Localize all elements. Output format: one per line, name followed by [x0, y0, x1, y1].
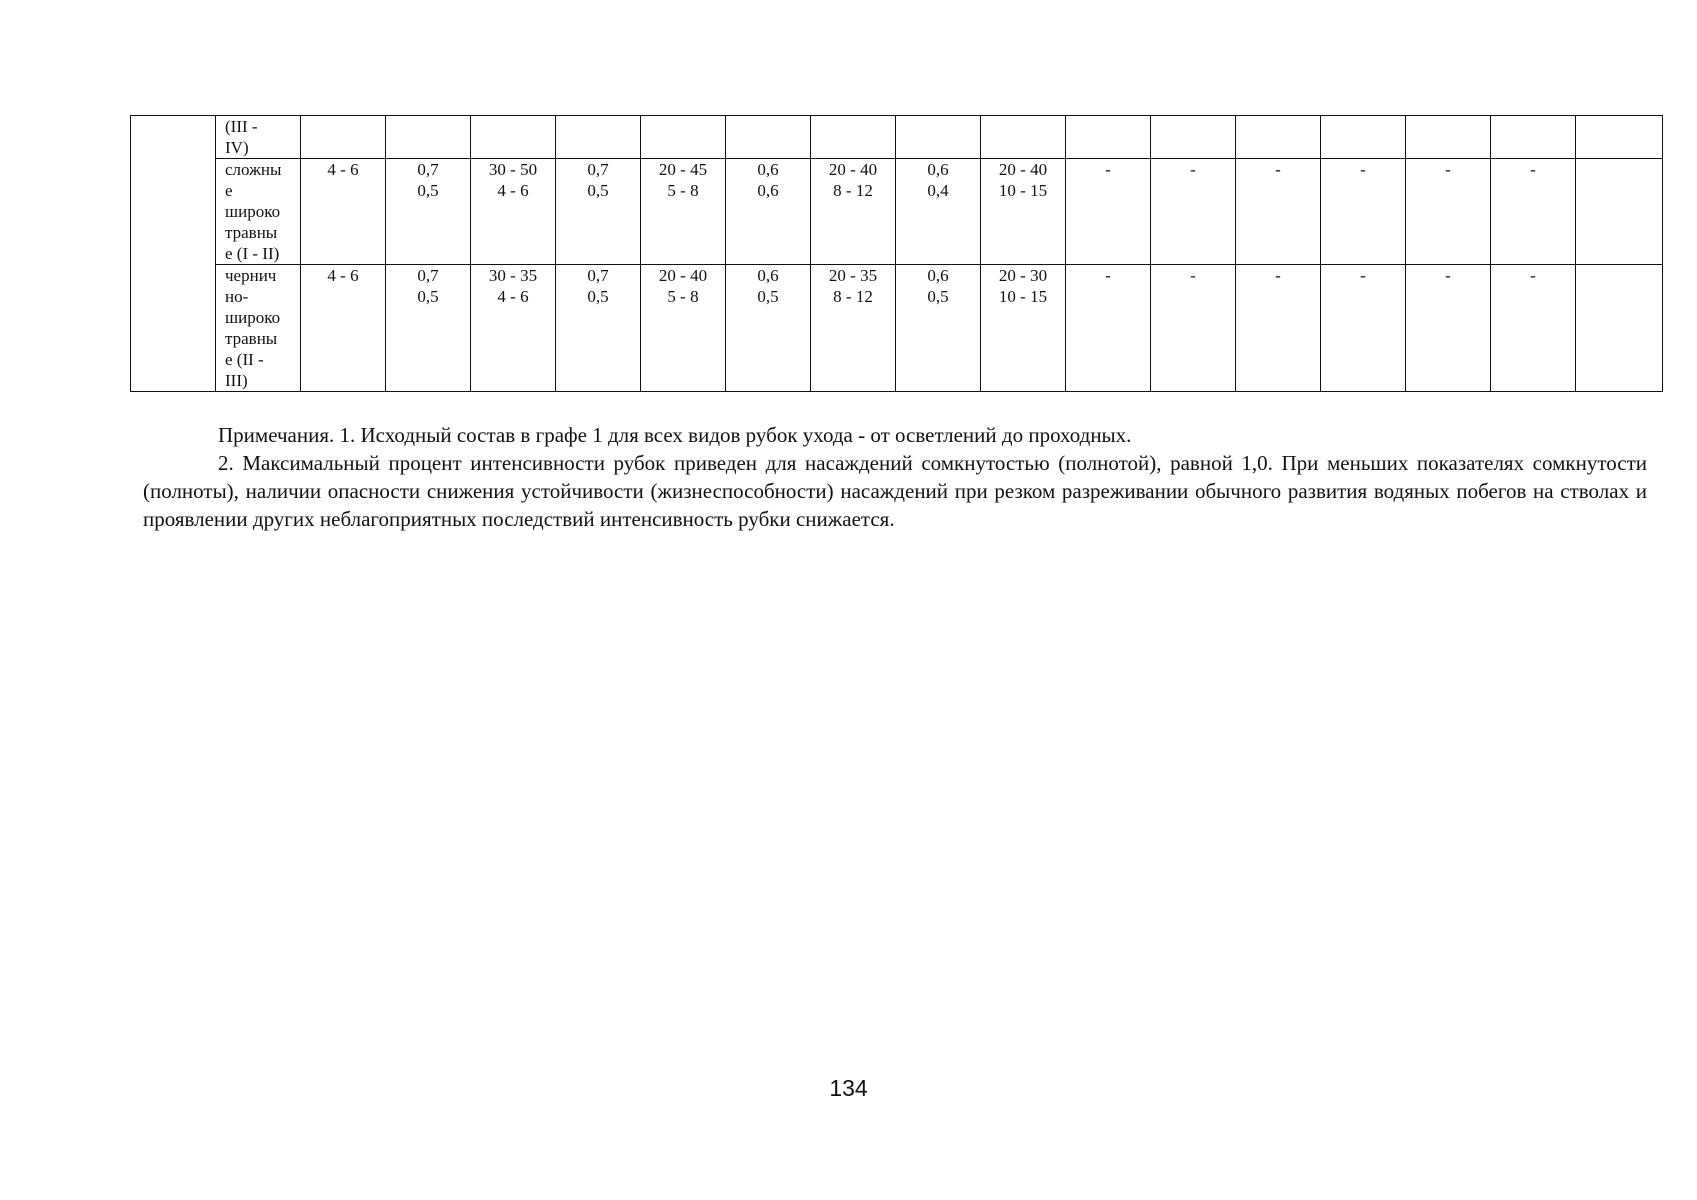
- value-cell: [301, 265, 386, 392]
- value-cell: [1491, 159, 1576, 265]
- cell-text: 0,6: [757, 266, 779, 285]
- cell-text: -: [1275, 266, 1281, 285]
- value-cell: [896, 116, 981, 159]
- cell-text: 0,7: [587, 160, 609, 179]
- cell-text: сложны: [225, 160, 282, 179]
- cell-text: 4 - 6: [327, 160, 359, 179]
- cell-text: 0,5: [417, 287, 439, 306]
- cell-text: 0,5: [927, 287, 949, 306]
- cell-text: -: [1190, 266, 1196, 285]
- cell-text: травны: [225, 329, 278, 348]
- cell-text: 5 - 8: [667, 181, 699, 200]
- forest-thinning-table: [130, 115, 1663, 392]
- cell-text: 20 - 40: [658, 266, 708, 285]
- value-cell: [471, 116, 556, 159]
- forest-type-cell: [216, 116, 301, 159]
- value-cell: [1406, 116, 1491, 159]
- value-cell: [896, 159, 981, 265]
- value-cell: [1576, 265, 1663, 392]
- forest-type-cell: [216, 159, 301, 265]
- value-cell: [1491, 265, 1576, 392]
- value-cell: [641, 159, 726, 265]
- cell-text: 0,6: [927, 160, 949, 179]
- value-cell: [896, 265, 981, 392]
- cell-text: -: [1105, 160, 1111, 179]
- cell-text: 0,7: [417, 266, 439, 285]
- note-2: 2. Максимальный процент интенсивности рубок приведен для насаждений сомкнутостью (полнотой), равной 1,0. При меньших показателях сомкнутости (полноты), наличии опасности снижения устойчивости (жизнеспособности) насаждений при резком разреживании обычного развития водяных побегов на стволах и проявлении других неблагоприятных последствий интенсивность рубки снижается.: [143, 451, 1647, 531]
- value-cell: [641, 116, 726, 159]
- cell-text: -: [1445, 266, 1451, 285]
- cell-text: -: [1445, 160, 1451, 179]
- cell-text: 4 - 6: [497, 181, 529, 200]
- value-cell: [1066, 265, 1151, 392]
- value-cell: [301, 159, 386, 265]
- value-cell: [1406, 159, 1491, 265]
- value-cell: [1066, 159, 1151, 265]
- cell-text: 20 - 35: [828, 266, 878, 285]
- cell-text: (III -: [225, 117, 258, 136]
- cell-text: 0,7: [587, 266, 609, 285]
- value-cell: [1406, 265, 1491, 392]
- cell-text: 20 - 40: [998, 160, 1048, 179]
- cell-text: 0,5: [587, 181, 609, 200]
- value-cell: [811, 159, 896, 265]
- cell-text: 20 - 30: [998, 266, 1048, 285]
- cell-text: 0,6: [927, 266, 949, 285]
- cell-text: 0,5: [757, 287, 779, 306]
- cell-text: 0,7: [417, 160, 439, 179]
- cell-text: 8 - 12: [833, 287, 873, 306]
- value-cell: [1151, 116, 1236, 159]
- cell-text: -: [1275, 160, 1281, 179]
- value-cell: [641, 265, 726, 392]
- group-cell: [131, 265, 216, 392]
- value-cell: [981, 116, 1066, 159]
- cell-text: 0,4: [927, 181, 949, 200]
- cell-text: III): [225, 371, 248, 390]
- value-cell: [1066, 116, 1151, 159]
- value-cell: [1236, 116, 1321, 159]
- value-cell: [556, 116, 641, 159]
- cell-text: 0,5: [587, 287, 609, 306]
- value-cell: [1576, 159, 1663, 265]
- table-row: [131, 265, 1663, 392]
- cell-text: широко: [225, 202, 281, 221]
- value-cell: [386, 159, 471, 265]
- cell-text: 10 - 15: [998, 287, 1048, 306]
- value-cell: [726, 159, 811, 265]
- cell-text: 20 - 45: [658, 160, 708, 179]
- page-number: 134: [829, 1075, 868, 1101]
- value-cell: [1321, 159, 1406, 265]
- cell-text: 0,6: [757, 160, 779, 179]
- table-row: [131, 159, 1663, 265]
- cell-text: 20 - 40: [828, 160, 878, 179]
- value-cell: [811, 116, 896, 159]
- cell-text: -: [1530, 266, 1536, 285]
- forest-type-cell: [216, 265, 301, 392]
- value-cell: [726, 265, 811, 392]
- cell-text: -: [1105, 266, 1111, 285]
- value-cell: [1151, 265, 1236, 392]
- cell-text: е (I - II): [225, 244, 280, 263]
- table-body: [131, 116, 1663, 392]
- value-cell: [471, 159, 556, 265]
- value-cell: [386, 116, 471, 159]
- cell-text: 0,6: [757, 181, 779, 200]
- cell-text: 5 - 8: [667, 287, 699, 306]
- cell-text: травны: [225, 223, 278, 242]
- cell-text: 0,5: [417, 181, 439, 200]
- cell-text: но-: [225, 287, 249, 306]
- value-cell: [301, 116, 386, 159]
- cell-text: 10 - 15: [998, 181, 1048, 200]
- cell-text: -: [1190, 160, 1196, 179]
- value-cell: [556, 159, 641, 265]
- cell-text: 4 - 6: [327, 266, 359, 285]
- value-cell: [1236, 265, 1321, 392]
- cell-text: 8 - 12: [833, 181, 873, 200]
- cell-text: -: [1360, 266, 1366, 285]
- value-cell: [556, 265, 641, 392]
- cell-text: 4 - 6: [497, 287, 529, 306]
- note-1: Примечания. 1. Исходный состав в графе 1 для всех видов рубок ухода - от осветлений до проходных.: [218, 423, 1132, 447]
- cell-text: 30 - 50: [488, 160, 538, 179]
- value-cell: [1576, 116, 1663, 159]
- notes-section: [143, 421, 1647, 533]
- value-cell: [981, 265, 1066, 392]
- value-cell: [386, 265, 471, 392]
- value-cell: [981, 159, 1066, 265]
- cell-text: -: [1360, 160, 1366, 179]
- value-cell: [1151, 159, 1236, 265]
- cell-text: 30 - 35: [488, 266, 538, 285]
- cell-text: е: [225, 181, 233, 200]
- value-cell: [1491, 116, 1576, 159]
- value-cell: [811, 265, 896, 392]
- value-cell: [726, 116, 811, 159]
- value-cell: [1321, 265, 1406, 392]
- cell-text: чернич: [225, 266, 277, 285]
- cell-text: -: [1530, 160, 1536, 179]
- value-cell: [1236, 159, 1321, 265]
- cell-text: IV): [225, 138, 249, 157]
- value-cell: [1321, 116, 1406, 159]
- cell-text: е (II -: [225, 350, 264, 369]
- value-cell: [471, 265, 556, 392]
- group-cell: [131, 116, 216, 159]
- table-row: [131, 116, 1663, 159]
- cell-text: широко: [225, 308, 281, 327]
- group-cell: [131, 159, 216, 265]
